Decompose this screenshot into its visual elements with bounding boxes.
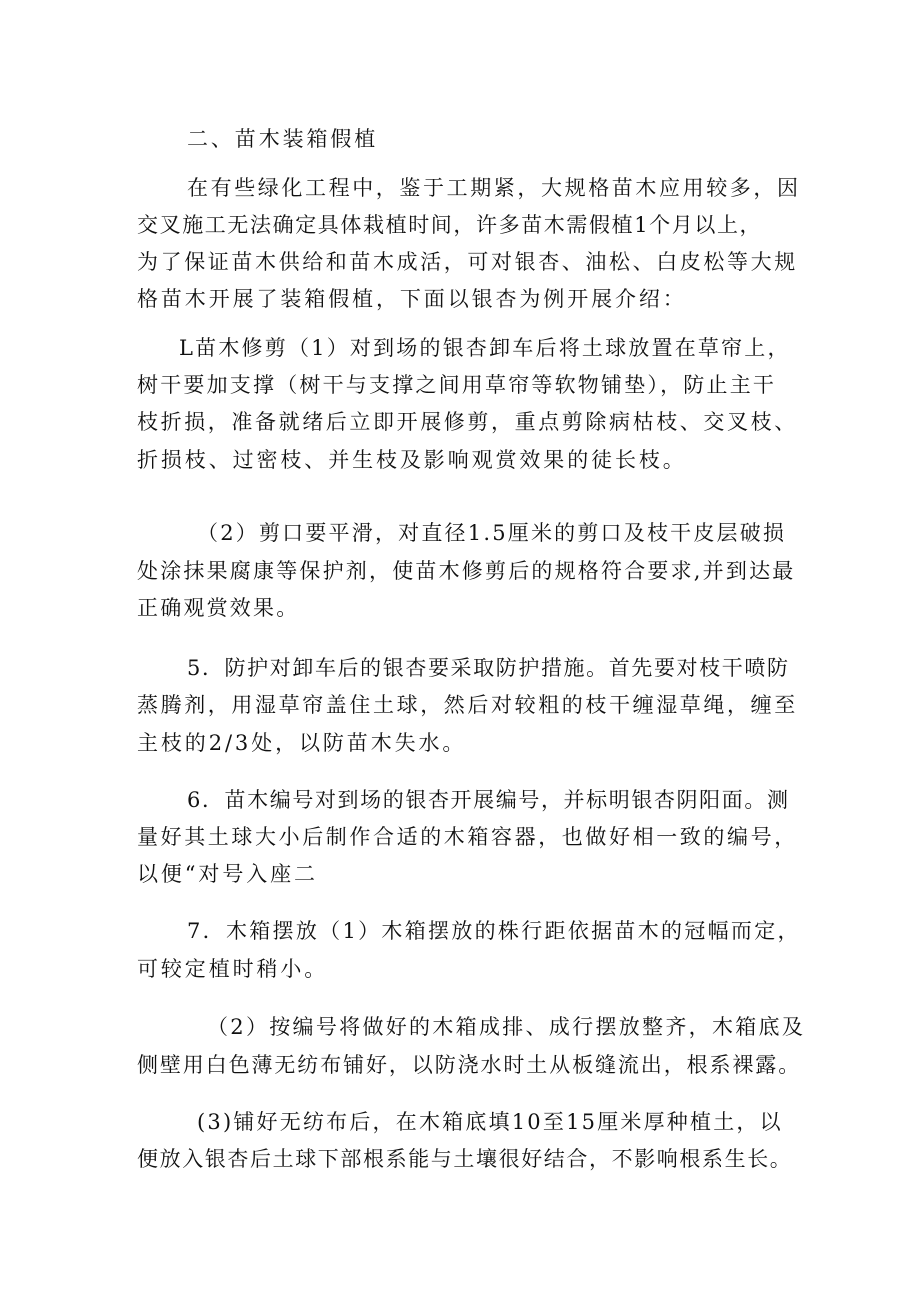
paragraph-line: 处涂抹果腐康等保护剂，使苗木修剪后的规格符合要求,并到达最 <box>137 559 796 583</box>
paragraph-line: L苗木修剪（1）对到场的银杏卸车后将土球放置在草帘上， <box>179 336 791 360</box>
paragraph-line: 枝折损，准备就绪后立即开展修剪，重点剪除病枯枝、交叉枝、 <box>137 410 798 434</box>
paragraph-line: 格苗木开展了装箱假植，下面以银杏为例开展介绍： <box>137 287 687 311</box>
paragraph-line: 侧壁用白色薄无纺布铺好，以防浇水时土从板缝流出，根系裸露。 <box>137 1053 802 1077</box>
paragraph-line: （2）剪口要平滑，对直径1.5厘米的剪口及枝干皮层破损 <box>197 521 787 545</box>
paragraph-line: 交叉施工无法确定具体栽植时间，许多苗木需假植1个月以上， <box>137 213 763 237</box>
paragraph-line: 以便“对号入座二 <box>137 862 318 886</box>
paragraph-line: 便放入银杏后土球下部根系能与土壤很好结合，不影响根系生长。 <box>137 1147 793 1171</box>
paragraph-line: 正确观赏效果。 <box>137 596 300 620</box>
paragraph-line: 量好其土球大小后制作合适的木箱容器，也做好相一致的编号， <box>137 825 798 849</box>
paragraph-line: 为了保证苗木供给和苗木成活，可对银杏、油松、白皮松等大规 <box>137 250 798 274</box>
paragraph-line: 折损枝、过密枝、并生枝及影响观赏效果的徒长枝。 <box>137 448 687 472</box>
paragraph-line: （2）按编号将做好的木箱成排、成行摆放整齐，木箱底及 <box>207 1015 806 1039</box>
section-heading: 二、苗木装箱假植 <box>187 127 379 151</box>
paragraph-line: 可较定植时稍小。 <box>137 957 329 981</box>
paragraph-line: 树干要加支撑（树干与支撑之间用草帘等软物铺垫），防止主干 <box>137 373 777 397</box>
paragraph-line: 在有些绿化工程中，鉴于工期紧，大规格苗木应用较多，因 <box>187 176 801 200</box>
paragraph-line: 6．苗木编号对到场的银杏开展编号，并标明银杏阴阳面。测 <box>187 788 790 812</box>
paragraph-line: 蒸腾剂，用湿草帘盖住土球，然后对较粗的枝干缠湿草绳，缠至 <box>137 693 798 717</box>
paragraph-line: 主枝的2/3处，以防苗木失水。 <box>137 731 467 755</box>
paragraph-line: 7．木箱摆放（1）木箱摆放的株行距依据苗木的冠幅而定， <box>187 919 801 943</box>
paragraph-line: (3)铺好无纺布后，在木箱底填10至15厘米厚种植土，以 <box>197 1110 783 1134</box>
paragraph-line: 5．防护对卸车后的银杏要采取防护措施。首先要对枝干喷防 <box>187 656 790 680</box>
